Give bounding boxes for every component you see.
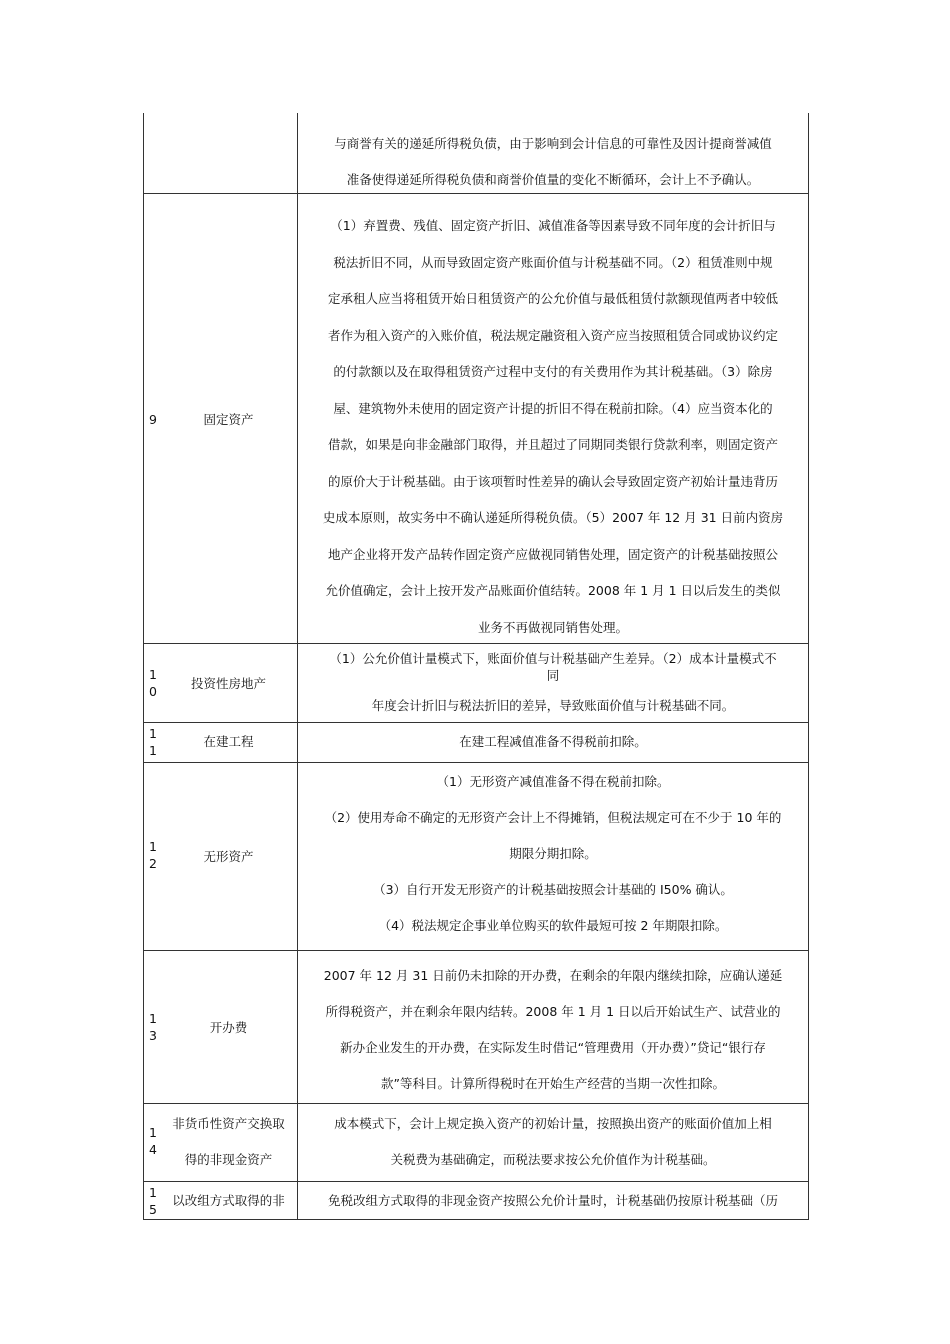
description-line: 史成本原则，故实务中不确认递延所得税负债。（5）2007 年 12 月 31 日前内资房 xyxy=(322,510,784,525)
description-line: 在建工程减值准备不得税前扣除。 xyxy=(459,734,647,749)
row-number: 1 xyxy=(149,726,157,741)
row-number: 1 xyxy=(149,1011,157,1026)
table-row xyxy=(300,958,806,1102)
row-number: 2 xyxy=(149,856,157,871)
row-number: 1 xyxy=(149,1125,157,1140)
table-bottom-border xyxy=(143,1219,809,1220)
description-line: 关税费为基础确定，而税法要求按公允价值作为计税基础。 xyxy=(390,1152,716,1167)
table-row xyxy=(300,732,806,750)
table-column-divider xyxy=(297,113,298,1220)
row-item-name: 开办费 xyxy=(209,1020,248,1035)
description-line: （4）税法规定企事业单位购买的软件最短可按 2 年期限扣除。 xyxy=(378,918,728,933)
description-line: （2）使用寿命不确定的无形资产会计上不得摊销，但税法规定可在不少于 10 年的 xyxy=(324,810,782,825)
row-number: 9 xyxy=(149,412,157,427)
table-row xyxy=(300,208,806,646)
table-row xyxy=(300,1106,806,1178)
table-right-border xyxy=(808,113,809,1220)
description-line: 定承租人应当将租赁开始日租赁资产的公允价值与最低租赁付款额现值两者中较低 xyxy=(327,291,778,306)
description-line: 允价值确定，会计上按开发产品账面价值结转。2008 年 1 月 1 日以后发生的类似 xyxy=(325,583,781,598)
description-line: （1）公允价值计量模式下，账面价值与计税基础产生差异。（2）成本计量模式不 xyxy=(329,651,777,666)
table-row xyxy=(300,126,806,198)
description-line: 2007 年 12 月 31 日前仍未扣除的开办费，在剩余的年限内继续扣除，应确认递延 xyxy=(323,968,783,983)
row-number: 5 xyxy=(149,1202,157,1217)
row-number: 0 xyxy=(149,684,157,699)
table-row xyxy=(300,1191,806,1209)
description-line: 款”等科目。计算所得税时在开始生产经营的当期一次性扣除。 xyxy=(381,1076,725,1091)
row-item-name: 非货币性资产交换取 xyxy=(172,1116,285,1131)
description-line: 借款，如果是向非金融部门取得，并且超过了同期同类银行贷款利率，则固定资产 xyxy=(327,437,778,452)
description-line: 准备使得递延所得税负债和商誉价值量的变化不断循环，会计上不予确认。 xyxy=(346,172,760,187)
row-number: 1 xyxy=(149,839,157,854)
row-divider xyxy=(143,722,809,723)
table-row xyxy=(300,764,806,944)
row-item-name: 投资性房地产 xyxy=(190,676,266,691)
description-line: 期限分期扣除。 xyxy=(509,846,597,861)
row-divider xyxy=(143,762,809,763)
row-divider xyxy=(143,1103,809,1104)
row-number: 1 xyxy=(149,667,157,682)
description-line: 者作为租入资产的入账价值，税法规定融资租入资产应当按照租赁合同或协议约定 xyxy=(327,327,778,343)
row-number: 1 xyxy=(149,743,157,758)
description-line: （1）弃置费、残值、固定资产折旧、减值准备等因素导致不同年度的会计折旧与 xyxy=(330,218,776,233)
description-line: 的付款额以及在取得租赁资产过程中支付的有关费用作为其计税基础。（3）除房 xyxy=(333,364,773,379)
description-line: 成本模式下，会计上规定换入资产的初始计量，按照换出资产的账面价值加上相 xyxy=(334,1116,772,1131)
row-item-name: 得的非现金资产 xyxy=(184,1152,273,1167)
row-item-name: 以改组方式取得的非 xyxy=(172,1193,285,1208)
description-line: 业务不再做视同销售处理。 xyxy=(477,619,628,635)
row-item-name: 在建工程 xyxy=(203,734,254,749)
description-line: 税法折旧不同，从而导致固定资产账面价值与计税基础不同。（2）租赁准则中规 xyxy=(333,254,773,270)
description-line: 免税改组方式取得的非现金资产按照公允价计量时，计税基础仍按原计税基础（历 xyxy=(327,1193,778,1208)
row-number: 1 xyxy=(149,1185,157,1200)
description-line: 新办企业发生的开办费，在实际发生时借记“管理费用（开办费）”贷记“银行存 xyxy=(340,1040,766,1055)
description-line: 与商誉有关的递延所得税负债，由于影响到会计信息的可靠性及因计提商誉减值 xyxy=(334,136,772,151)
row-number: 4 xyxy=(149,1142,157,1157)
table-row xyxy=(300,650,806,716)
description-line: （1）无形资产减值准备不得在税前扣除。 xyxy=(436,774,670,789)
row-divider xyxy=(143,1181,809,1182)
description-line: 屋、建筑物外未使用的固定资产计提的折旧不得在税前扣除。（4）应当资本化的 xyxy=(333,400,773,416)
row-item-name: 固定资产 xyxy=(203,412,254,427)
description-line: 地产企业将开发产品转作固定资产应做视同销售处理，固定资产的计税基础按照公 xyxy=(327,546,778,562)
table-left-border xyxy=(143,113,144,1220)
description-line: （3）自行开发无形资产的计税基础按照会计基础的 I50% 确认。 xyxy=(373,882,733,897)
description-line: 年度会计折旧与税法折旧的差异，导致账面价值与计税基础不同。 xyxy=(371,698,735,713)
description-line: 所得税资产，并在剩余年限内结转。2008 年 1 月 1 日以后开始试生产、试营业的 xyxy=(325,1004,781,1019)
description-line: 的原价大于计税基础。由于该项暂时性差异的确认会导致固定资产初始计量违背历 xyxy=(327,473,778,489)
description-line: 同 xyxy=(546,668,560,683)
row-number: 3 xyxy=(149,1028,157,1043)
row-divider xyxy=(143,950,809,951)
row-item-name: 无形资产 xyxy=(203,849,254,864)
